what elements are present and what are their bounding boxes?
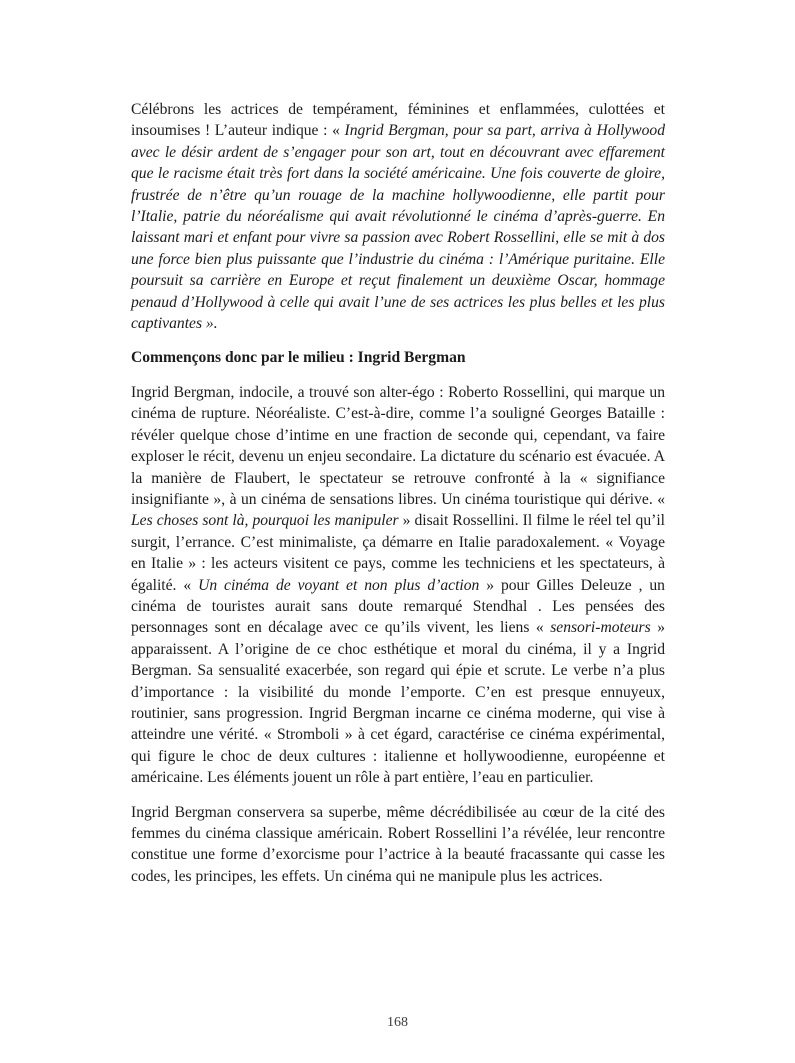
text-segment: sensori-moteurs (550, 619, 651, 637)
section-heading (131, 347, 665, 368)
text-segment: » pour Gilles Deleuze , un cinéma de touristes aurait sans doute remarqué Stendhal . Les pensées des personnages sont en décalage avec ce qu’ils vivent, les liens « (131, 576, 665, 637)
body-paragraph (131, 99, 665, 334)
text-segment: Ingrid Bergman, indocile, a trouvé son alter-égo : Roberto Rossellini, qui marque un cinéma de rupture. Néoréaliste. C’est-à-dire, comme l’a souligné Georges Bataille : révéler quelque chose d’intime en une fraction de seconde qui, cependant, va faire exploser le récit, devenu un enjeu secondaire. La dictature du scénario est évacuée. A la manière de Flaubert, le spectateur se retrouve confronté à la « signifiance insignifiante », à un cinéma de sensations libres. Un cinéma touristique qui dérive. « (131, 383, 665, 508)
body-paragraph (131, 802, 665, 888)
page-number: 168 (387, 1015, 408, 1030)
body-paragraph (131, 382, 665, 789)
text-segment: Ingrid Bergman, pour sa part, arriva à Hollywood avec le désir ardent de s’engager pour son art, tout en découvrant avec effarement que le racisme était très fort dans la société américaine. Une fois couverte de gloire, frustrée de n’être qu’un rouage de la machine hollywoodienne, elle partit pour l’Italie, patrie du néoréalisme qui avait révolutionné le cinéma d’après-guerre. En laissant mari et enfant pour vivre sa passion avec Robert Rossellini, elle se mit à dos une force bien plus puissante que l’industrie du cinéma : l’Amérique puritaine. Elle poursuit sa carrière en Europe et reçut finalement un deuxième Oscar, hommage penaud d’Hollywood à celle qui avait l’une de ses actrices les plus belles et les plus captivantes ». (131, 122, 665, 333)
text-segment: Ingrid Bergman conservera sa superbe, même décrédibilisée au cœur de la cité des femmes du cinéma classique américain. Robert Rossellini l’a révélée, leur rencontre constitue une forme d’exorcisme pour l’actrice à la beauté fracassante qui casse les codes, les principes, les effets. Un cinéma qui ne manipule plus les actrices. (131, 803, 665, 885)
text-segment: Célébrons les actrices de tempérament, féminines et enflammées, culottées et insoumises ! L’auteur indique : « (131, 101, 665, 140)
text-segment: Un cinéma de voyant et non plus d’action (198, 576, 480, 594)
document-body (131, 99, 665, 900)
text-segment: Les choses sont là, pourquoi les manipuler (131, 512, 399, 530)
text-segment: » disait Rossellini. Il filme le réel tel qu’il surgit, l’errance. C’est minimaliste, ça démarre en Italie paradoxalement. « Voyage en Italie » : les acteurs visitent ce pays, comme les techniciens et les spectateurs, à égalité. « (131, 512, 665, 594)
text-segment: » apparaissent. A l’origine de ce choc esthétique et moral du cinéma, il y a Ingrid Bergman. Sa sensualité exacerbée, son regard qui épie et scrute. Le verbe n’a plus d’importance : la visibilité du monde l’emporte. C’en est presque ennuyeux, routinier, sans progression. Ingrid Bergman incarne ce cinéma moderne, qui vise à atteindre une vérité. « Stromboli » à cet égard, caractérise ce cinéma expérimental, qui figure le choc de deux cultures : italienne et hollywoodienne, européenne et américaine. Les éléments jouent un rôle à part entière, l’eau en particulier. (131, 619, 665, 787)
text-segment: Commençons donc par le milieu : Ingrid Bergman (131, 349, 466, 367)
